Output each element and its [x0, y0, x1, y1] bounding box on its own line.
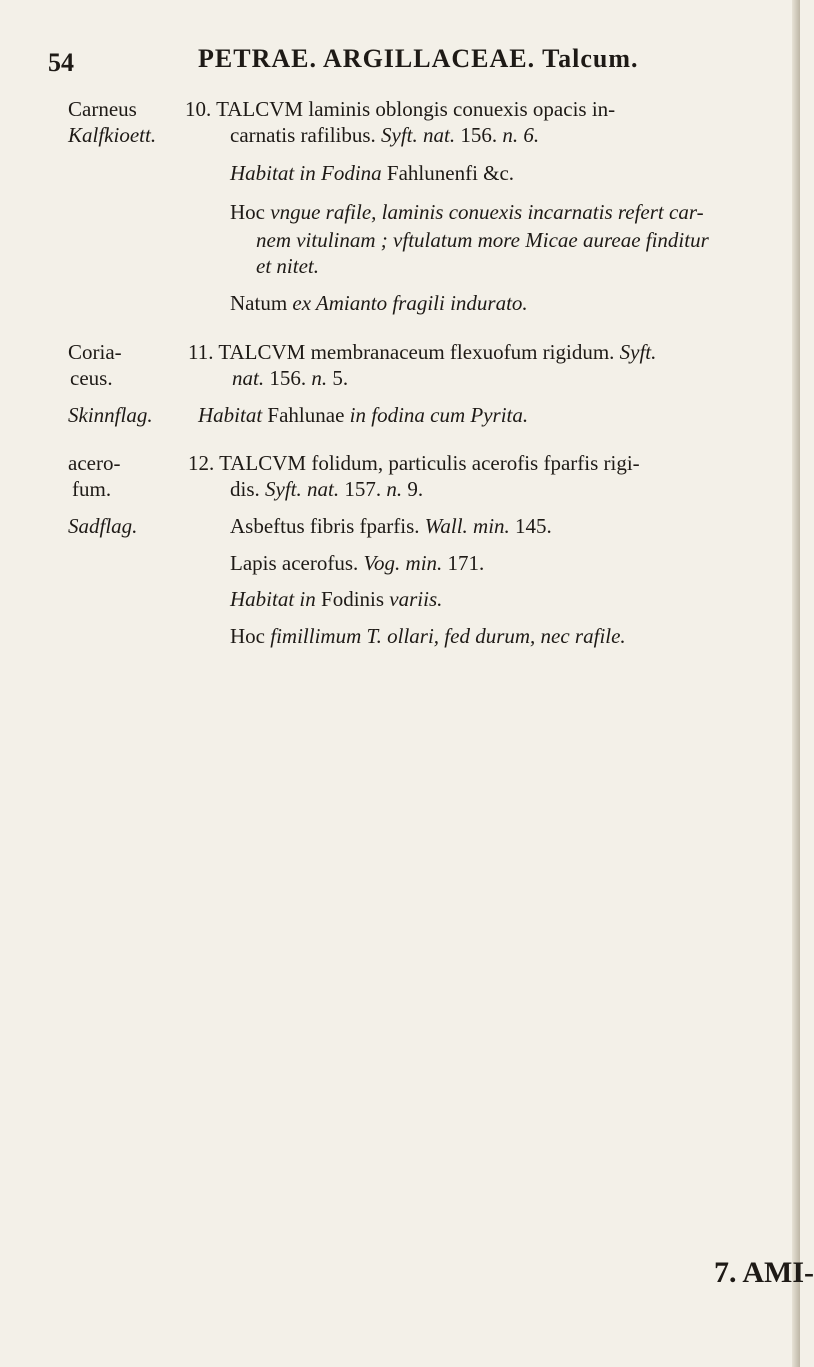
margin-label: acero- — [68, 451, 121, 475]
text-line — [230, 291, 528, 316]
page-number: 54 — [48, 48, 74, 77]
text-line — [230, 123, 539, 148]
italic-run: in fodina cum Pyrita. — [349, 403, 529, 427]
italic-run: Syft. nat. — [381, 123, 456, 147]
roman-run: 171. — [442, 551, 485, 575]
roman-run: Fodinis — [315, 587, 390, 611]
italic-run: Vog. min. — [363, 551, 443, 575]
margin-label: fum. — [72, 477, 112, 501]
roman-run: Fahlunae — [262, 403, 350, 427]
italic-run: nat. — [232, 366, 265, 390]
margin-label-swedish: Kalfkioett. — [68, 123, 157, 147]
roman-run: carnatis rafilibus. — [230, 123, 382, 147]
italic-run: fimillimum T. ollari, fed durum, nec rafile. — [270, 624, 626, 648]
roman-run: 5. — [327, 366, 349, 390]
roman-run: Hoc — [230, 624, 271, 648]
margin-label: Carneus — [68, 97, 137, 121]
catchword: 7. AMI- — [714, 1256, 814, 1289]
roman-run: Natum — [230, 291, 293, 315]
italic-run: Habitat in — [230, 587, 316, 611]
text-line — [230, 624, 626, 649]
roman-run: Lapis acerofus. — [230, 551, 364, 575]
margin-label-swedish: Sadflag. — [68, 514, 138, 538]
roman-run: Hoc — [230, 200, 271, 224]
italic-run: vngue rafile, laminis conuexis incarnatis refert car- — [270, 200, 704, 224]
italic-run: variis. — [389, 587, 443, 611]
text-line — [230, 477, 423, 502]
italic-run: Syft. — [619, 340, 657, 364]
margin-label-swedish: Skinnflag. — [68, 403, 153, 427]
italic-run: Syft. nat. — [265, 477, 340, 501]
text-line — [230, 551, 484, 576]
text-line — [230, 200, 704, 225]
roman-run: 10. TALCVM laminis oblongis conuexis opacis in- — [185, 97, 616, 121]
text-line — [230, 587, 442, 612]
italic-run: n. — [386, 477, 403, 501]
italic-run: Habitat in Fodina — [230, 161, 382, 185]
text-line — [230, 514, 552, 539]
text-line — [198, 403, 528, 428]
text-line — [188, 451, 640, 476]
text-line — [256, 254, 319, 279]
text-line — [185, 97, 615, 122]
roman-run: Fahlunenfi &c. — [381, 161, 515, 185]
running-head: PETRAE. ARGILLACEAE. Talcum. — [198, 44, 639, 73]
italic-run: Wall. min. — [424, 514, 510, 538]
text-line — [232, 366, 348, 391]
roman-run: 11. TALCVM membranaceum flexuofum rigidum. — [188, 340, 620, 364]
page-edge — [792, 0, 800, 1367]
roman-run: 145. — [509, 514, 552, 538]
text-line — [188, 340, 656, 365]
roman-run: 12. TALCVM folidum, particulis acerofis fparfis rigi- — [188, 451, 640, 475]
italic-run: et nitet. — [256, 254, 319, 278]
italic-run: n. 6. — [502, 123, 540, 147]
roman-run: 156. — [455, 123, 503, 147]
roman-run: Asbeftus fibris fparfis. — [230, 514, 425, 538]
margin-label: Coria- — [68, 340, 122, 364]
roman-run: 156. — [264, 366, 312, 390]
italic-run: nem vitulinam ; vftulatum more Micae aureae finditur — [256, 228, 709, 252]
roman-run: 157. — [339, 477, 387, 501]
margin-label: ceus. — [70, 366, 113, 390]
italic-run: ex Amianto fragili indurato. — [292, 291, 528, 315]
roman-run: 9. — [402, 477, 424, 501]
text-line — [230, 161, 514, 186]
italic-run: Habitat — [198, 403, 263, 427]
text-line — [256, 228, 709, 253]
italic-run: n. — [311, 366, 328, 390]
roman-run: dis. — [230, 477, 266, 501]
